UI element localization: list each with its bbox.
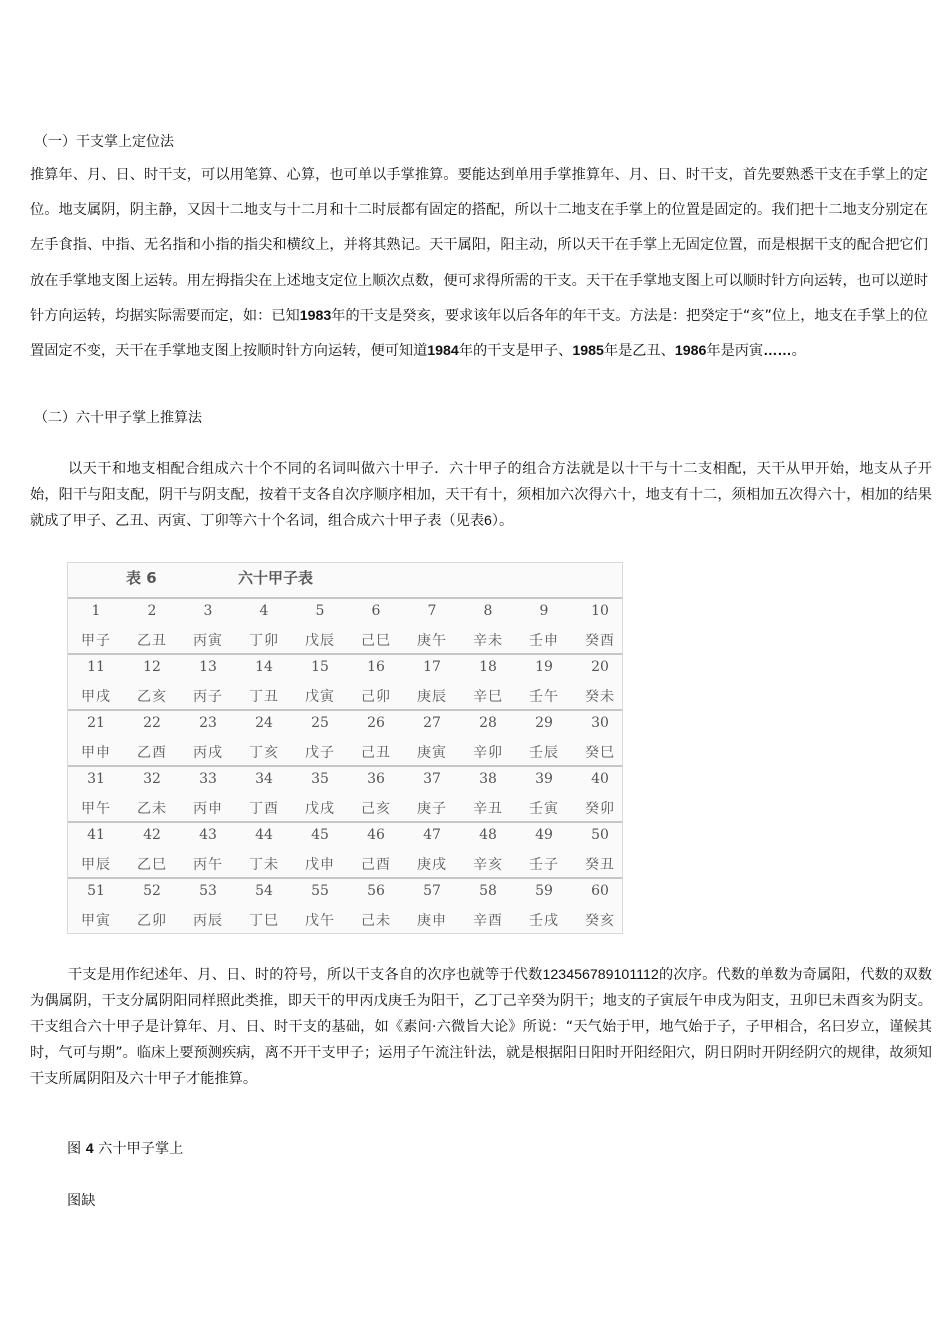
table-cell <box>404 879 460 935</box>
table-cell <box>516 879 572 935</box>
cell-number: 55 <box>311 883 329 899</box>
table-cell <box>68 711 124 767</box>
year-1985: 1985 <box>572 343 604 360</box>
table-cell <box>292 655 348 711</box>
table-cell <box>292 599 348 655</box>
table-cell <box>236 879 292 935</box>
table-cell <box>124 711 180 767</box>
cell-number: 34 <box>255 771 273 787</box>
cell-number: 42 <box>143 827 161 843</box>
cell-ganzhi: 庚子 <box>417 801 447 817</box>
cell-number: 40 <box>591 771 609 787</box>
cell-number: 51 <box>87 883 105 899</box>
cell-ganzhi: 戊戌 <box>305 801 335 817</box>
cell-number: 58 <box>479 883 497 899</box>
table-cell <box>460 711 516 767</box>
table-cell <box>180 711 236 767</box>
table-cell <box>68 767 124 823</box>
cell-ganzhi: 壬戌 <box>529 913 559 929</box>
cell-ganzhi: 癸未 <box>585 689 615 705</box>
text-run: 年的干支是甲子、 <box>458 343 573 360</box>
section3-paragraph <box>30 962 932 1092</box>
cell-number: 12 <box>143 659 161 675</box>
figure-missing-note: 图缺 <box>67 1193 96 1209</box>
figure-label <box>67 1138 183 1158</box>
table-cell <box>124 767 180 823</box>
cell-ganzhi: 庚戌 <box>417 857 447 873</box>
cell-ganzhi: 己丑 <box>361 745 391 761</box>
table-cell <box>124 879 180 935</box>
table-cell <box>180 879 236 935</box>
section1-heading: （一）干支掌上定位法 <box>34 134 174 150</box>
cell-number: 32 <box>143 771 161 787</box>
cell-ganzhi: 甲辰 <box>81 857 111 873</box>
cell-number: 2 <box>147 603 157 619</box>
cell-ganzhi: 己亥 <box>361 801 391 817</box>
cell-number: 7 <box>427 603 437 619</box>
table-cell <box>236 767 292 823</box>
cell-ganzhi: 己未 <box>361 913 391 929</box>
cell-number: 56 <box>367 883 385 899</box>
table-cell <box>348 711 404 767</box>
table-cell <box>516 655 572 711</box>
table-cell <box>180 599 236 655</box>
cell-ganzhi: 辛酉 <box>473 913 503 929</box>
jiazi-grid <box>68 597 622 933</box>
cell-number: 45 <box>311 827 329 843</box>
sixty-jiazi-table-image <box>67 562 623 934</box>
table-row <box>68 597 622 655</box>
table-cell <box>404 823 460 879</box>
cell-number: 24 <box>255 715 273 731</box>
cell-number: 4 <box>259 603 269 619</box>
cell-number: 27 <box>423 715 441 731</box>
text-run: ）。 <box>491 513 514 529</box>
text-run: 的次序。代数的单数为奇属阳，代数的双数为偶属阴，干支分属阴阳同样照此类推，即天干的甲丙戊庚壬为阳干，乙丁己辛癸为阴干；地支的子寅辰午申戌为阳支，丑卯巳未酉亥为阴支。干支组合六十甲子是计算年、月、日、时干支的基础，如《素问·六微旨大论》所说：“天气始于甲，地气始于子，子甲相合，名曰岁立，谨候其时，气可与期”。临床上要预测疾病，离不开干支甲子；运用子午流注针法，就是根据阳日阳时开阳经阳穴，阴日阴时开阴经阴穴的规律，故须知干支所属阴阳及六十甲子才能推算。 <box>30 967 932 1087</box>
section2-heading: （二）六十甲子掌上推算法 <box>34 410 202 426</box>
figure-number: 4 <box>85 1141 94 1157</box>
cell-number: 44 <box>255 827 273 843</box>
cell-ganzhi: 丁酉 <box>249 801 279 817</box>
cell-number: 30 <box>591 715 609 731</box>
cell-ganzhi: 甲戌 <box>81 689 111 705</box>
cell-ganzhi: 丁丑 <box>249 689 279 705</box>
table-cell <box>460 655 516 711</box>
cell-number: 14 <box>255 659 273 675</box>
table-row <box>68 765 622 823</box>
text-run: 以天干和地支相配合组成六十个不同的名词叫做六十甲子．六十甲子的组合方法就是以十干与十二支相配，天干从甲开始，地支从子开始，阳干与阳支配，阴干与阴支配，按着干支各自次序顺序相加，天干有十，须相加六次得六十，地支有十二，须相加五次得六十，相加的结果就成了甲子、乙丑、丙寅、丁卯等六十个名词，组合成六十甲子表（见表 <box>30 461 932 529</box>
table-cell <box>236 655 292 711</box>
cell-ganzhi: 己酉 <box>361 857 391 873</box>
cell-ganzhi: 乙酉 <box>137 745 167 761</box>
cell-ganzhi: 庚午 <box>417 633 447 649</box>
text-run: 年是乙丑、 <box>603 343 675 360</box>
table-cell <box>572 823 628 879</box>
cell-ganzhi: 己卯 <box>361 689 391 705</box>
cell-number: 11 <box>87 659 105 675</box>
cell-number: 35 <box>311 771 329 787</box>
cell-number: 10 <box>591 603 609 619</box>
cell-number: 5 <box>315 603 325 619</box>
cell-ganzhi: 戊午 <box>305 913 335 929</box>
table-ref-number: 6 <box>484 513 492 529</box>
cell-number: 59 <box>535 883 553 899</box>
table-cell <box>68 879 124 935</box>
table-cell <box>124 823 180 879</box>
cell-number: 6 <box>371 603 381 619</box>
table-label: 表 6 <box>126 569 157 587</box>
cell-number: 20 <box>591 659 609 675</box>
cell-ganzhi: 丙寅 <box>193 633 223 649</box>
cell-number: 53 <box>199 883 217 899</box>
figure-title: 六十甲子掌上 <box>98 1141 184 1157</box>
cell-ganzhi: 壬子 <box>529 857 559 873</box>
cell-number: 47 <box>423 827 441 843</box>
table-cell <box>460 599 516 655</box>
table-cell <box>292 823 348 879</box>
text-run: 干支是用作纪述年、月、日、时的符号，所以干支各自的次序也就等于代数 <box>68 967 543 983</box>
table-cell <box>292 711 348 767</box>
table-cell <box>404 599 460 655</box>
table-cell <box>180 767 236 823</box>
section1-paragraph <box>30 158 928 369</box>
cell-number: 31 <box>87 771 105 787</box>
table-cell <box>68 599 124 655</box>
ellipsis: …… <box>763 343 792 360</box>
table-cell <box>516 823 572 879</box>
table-cell <box>572 711 628 767</box>
table-cell <box>348 879 404 935</box>
cell-ganzhi: 戊辰 <box>305 633 335 649</box>
cell-ganzhi: 癸卯 <box>585 801 615 817</box>
cell-number: 15 <box>311 659 329 675</box>
year-1986: 1986 <box>674 343 707 360</box>
cell-ganzhi: 乙未 <box>137 801 167 817</box>
cell-number: 48 <box>479 827 497 843</box>
cell-number: 13 <box>199 659 217 675</box>
cell-ganzhi: 庚申 <box>417 913 447 929</box>
cell-ganzhi: 丁卯 <box>249 633 279 649</box>
table-cell <box>124 599 180 655</box>
cell-ganzhi: 甲申 <box>81 745 111 761</box>
table-row <box>68 821 622 879</box>
cell-ganzhi: 丙戌 <box>193 745 223 761</box>
cell-number: 23 <box>199 715 217 731</box>
cell-ganzhi: 甲寅 <box>81 913 111 929</box>
text-run: 年是丙寅 <box>706 343 764 360</box>
cell-number: 1 <box>91 603 101 619</box>
table-row <box>68 877 622 935</box>
cell-number: 25 <box>311 715 329 731</box>
cell-ganzhi: 癸亥 <box>585 913 615 929</box>
year-1983: 1983 <box>299 307 332 324</box>
cell-ganzhi: 乙丑 <box>137 633 167 649</box>
cell-ganzhi: 己巳 <box>361 633 391 649</box>
table-cell <box>348 767 404 823</box>
cell-ganzhi: 丙子 <box>193 689 223 705</box>
table-cell <box>404 655 460 711</box>
cell-ganzhi: 丁巳 <box>249 913 279 929</box>
cell-number: 9 <box>539 603 549 619</box>
cell-ganzhi: 丙申 <box>193 801 223 817</box>
cell-number: 26 <box>367 715 385 731</box>
cell-number: 39 <box>535 771 553 787</box>
cell-number: 21 <box>87 715 105 731</box>
table-cell <box>404 711 460 767</box>
table-cell <box>348 599 404 655</box>
table-cell <box>236 599 292 655</box>
table-cell <box>180 823 236 879</box>
cell-number: 36 <box>367 771 385 787</box>
cell-number: 17 <box>423 659 441 675</box>
cell-ganzhi: 癸酉 <box>585 633 615 649</box>
cell-number: 54 <box>255 883 273 899</box>
table-cell <box>516 711 572 767</box>
cell-ganzhi: 庚寅 <box>417 745 447 761</box>
cell-ganzhi: 癸丑 <box>585 857 615 873</box>
cell-ganzhi: 戊寅 <box>305 689 335 705</box>
cell-number: 8 <box>483 603 493 619</box>
cell-ganzhi: 乙卯 <box>137 913 167 929</box>
cell-ganzhi: 丙午 <box>193 857 223 873</box>
cell-number: 22 <box>143 715 161 731</box>
table-cell <box>572 879 628 935</box>
cell-ganzhi: 丁未 <box>249 857 279 873</box>
cell-number: 46 <box>367 827 385 843</box>
cell-ganzhi: 壬午 <box>529 689 559 705</box>
cell-ganzhi: 辛卯 <box>473 745 503 761</box>
cell-number: 38 <box>479 771 497 787</box>
cell-number: 49 <box>535 827 553 843</box>
cell-ganzhi: 丁亥 <box>249 745 279 761</box>
table-cell <box>460 767 516 823</box>
table-cell <box>460 879 516 935</box>
cell-number: 52 <box>143 883 161 899</box>
cell-number: 28 <box>479 715 497 731</box>
table-cell <box>404 767 460 823</box>
section2-paragraph <box>30 456 932 534</box>
cell-ganzhi: 庚辰 <box>417 689 447 705</box>
text-run: 。 <box>791 343 806 360</box>
cell-number: 43 <box>199 827 217 843</box>
cell-number: 60 <box>591 883 609 899</box>
cell-number: 33 <box>199 771 217 787</box>
table-cell <box>292 879 348 935</box>
cell-ganzhi: 辛亥 <box>473 857 503 873</box>
cell-ganzhi: 乙亥 <box>137 689 167 705</box>
table-cell <box>460 823 516 879</box>
cell-ganzhi: 甲午 <box>81 801 111 817</box>
cell-ganzhi: 辛丑 <box>473 801 503 817</box>
table-cell <box>572 655 628 711</box>
table-cell <box>236 823 292 879</box>
cell-ganzhi: 戊子 <box>305 745 335 761</box>
table-row <box>68 653 622 711</box>
cell-ganzhi: 壬寅 <box>529 801 559 817</box>
cell-number: 41 <box>87 827 105 843</box>
table-cell <box>236 711 292 767</box>
text-run: 推算年、月、日、时干支，可以用笔算、心算，也可单以手掌推算。要能达到单用手掌推算年、月、日、时干支，首先要熟悉干支在手掌上的定位。地支属阴，阴主静，又因十二地支与十二月和十二时辰都有固定的搭配，所以十二地支在手掌上的位置是固定的。我们把十二地支分别定在左手食指、中指、无名指和小指的指尖和横纹上，并将其熟记。天干属阳，阳主动，所以天干在手掌上无固定位置，而是根据干支的配合把它们放在手掌地支图上运转。用左拇指尖在上述地支定位上顺次点数，便可求得所需的干支。天干在手掌地支图上可以顺时针方向运转，也可以逆时针方向运转，均据实际需要而定，如：已知 <box>30 167 928 324</box>
cell-ganzhi: 丙辰 <box>193 913 223 929</box>
figure-word: 图 <box>67 1141 82 1157</box>
cell-number: 3 <box>203 603 213 619</box>
table-cell <box>292 767 348 823</box>
cell-ganzhi: 乙巳 <box>137 857 167 873</box>
table-cell <box>348 823 404 879</box>
cell-ganzhi: 癸巳 <box>585 745 615 761</box>
table-cell <box>124 655 180 711</box>
digit-sequence: 123456789101112 <box>542 967 659 983</box>
table-cell <box>68 823 124 879</box>
cell-number: 50 <box>591 827 609 843</box>
cell-ganzhi: 戊申 <box>305 857 335 873</box>
cell-number: 57 <box>423 883 441 899</box>
table-row <box>68 709 622 767</box>
table-cell <box>180 655 236 711</box>
table-cell <box>572 599 628 655</box>
table-cell <box>572 767 628 823</box>
table-cell <box>68 655 124 711</box>
table-cell <box>516 599 572 655</box>
cell-number: 29 <box>535 715 553 731</box>
cell-ganzhi: 壬申 <box>529 633 559 649</box>
year-1984: 1984 <box>427 343 459 360</box>
cell-number: 16 <box>367 659 385 675</box>
cell-ganzhi: 辛未 <box>473 633 503 649</box>
cell-ganzhi: 甲子 <box>81 633 111 649</box>
table-cell <box>348 655 404 711</box>
text-run: 年的干支是癸亥，要求该年以后各年的年干支。方法是：把癸定于“亥”位上，地支在手掌上的位置固定不变，天干在手掌地支图上按顺时针方向运转，便可知道 <box>30 307 928 360</box>
table-title: 六十甲子表 <box>238 569 314 587</box>
cell-number: 18 <box>479 659 497 675</box>
cell-number: 19 <box>535 659 553 675</box>
table-cell <box>516 767 572 823</box>
table-caption <box>68 563 622 597</box>
cell-ganzhi: 辛巳 <box>473 689 503 705</box>
cell-number: 37 <box>423 771 441 787</box>
cell-ganzhi: 壬辰 <box>529 745 559 761</box>
